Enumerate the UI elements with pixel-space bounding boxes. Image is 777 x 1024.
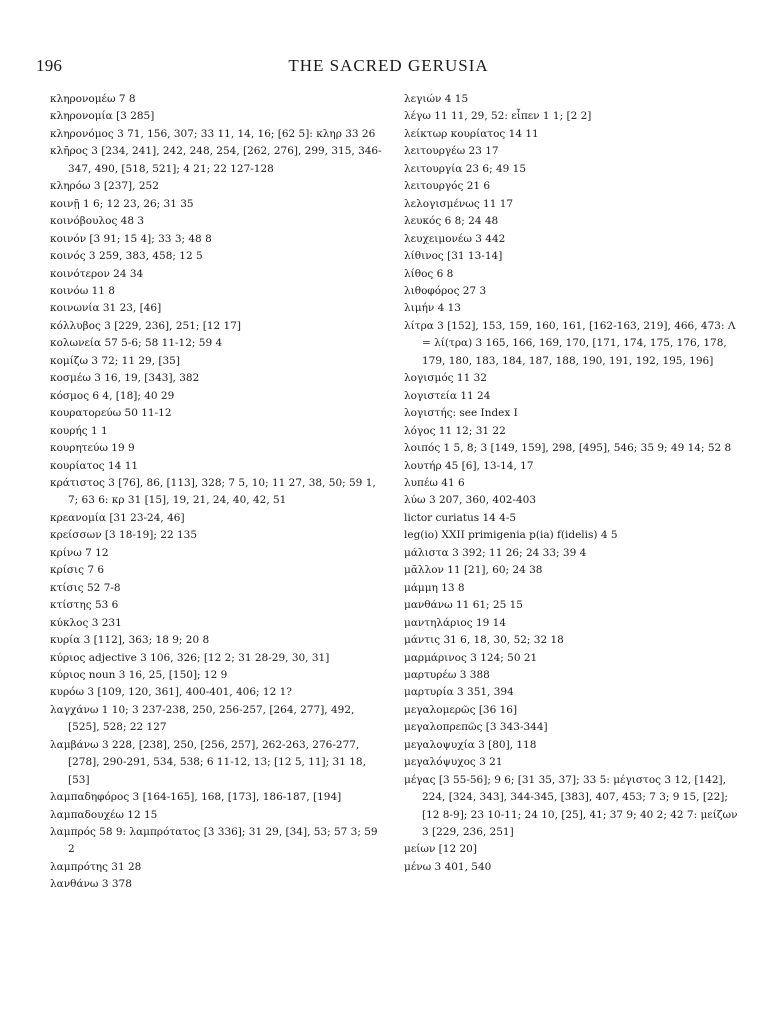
index-entry: κληρονόμος 3 71, 156, 307; 33 11, 14, 16; [62 5]: κληρ 33 26 — [50, 127, 376, 140]
index-entry: κυρία 3 [112], 363; 18 9; 20 8 — [50, 634, 210, 647]
page-number: 196 — [36, 56, 63, 75]
index-entry: μᾶλλον 11 [21], 60; 24 38 — [404, 564, 543, 577]
index-entry: λύω 3 207, 360, 402-403 — [404, 494, 537, 507]
index-entry: μαρτυρία 3 351, 394 — [404, 686, 514, 699]
index-entry: λίθος 6 8 — [404, 267, 454, 280]
index-entry: κύριος adjective 3 106, 326; [12 2; 31 28-29, 30, 31] — [50, 651, 330, 664]
index-entry: κρίσις 7 6 — [50, 564, 105, 577]
index-entry: λιθοφόρος 27 3 — [404, 284, 487, 297]
index-entry: κτίσις 52 7-8 — [50, 581, 121, 594]
index-entry: κληρόω 3 [237], 252 — [50, 180, 159, 193]
index-entry: κοσμέω 3 16, 19, [343], 382 — [50, 372, 200, 385]
index-entry: μεγαλοψυχία 3 [80], 118 — [404, 738, 537, 751]
index-entry: μεγαλομερῶς [36 16] — [404, 703, 518, 716]
index-entry: λειτουργός 21 6 — [404, 180, 491, 193]
index-entry: λειτουργέω 23 17 — [404, 145, 499, 158]
index-entry: lictor curiatus 14 4-5 — [404, 511, 517, 524]
index-entry: λαμπρός 58 9: λαμπρότατος [3 336]; 31 29, [34], 53; 57 3; 59 2 — [50, 826, 378, 856]
index-entry: λευκός 6 8; 24 48 — [404, 215, 499, 228]
index-entry: κράτιστος 3 [76], 86, [113], 328; 7 5, 10; 11 27, 38, 50; 59 1, 7; 63 6: κρ 31 [15], 19, 21, 24, 40, 42, 51 — [50, 476, 376, 507]
index-entry: κοινός 3 259, 383, 458; 12 5 — [50, 250, 203, 263]
index-entry: λαμπαδουχέω 12 15 — [50, 808, 158, 821]
index-entry: κρείσσων [3 18-19]; 22 135 — [50, 529, 198, 542]
running-title: THE SACRED GERUSIA — [288, 56, 489, 75]
index-entry: λείκτωρ κουρίατος 14 11 — [404, 127, 539, 140]
index-entry: λογιστεία 11 24 — [404, 389, 491, 402]
index-entry: κουρής 1 1 — [50, 424, 108, 437]
index-entry: λαμβάνω 3 228, [238], 250, [256, 257], 262-263, 276-277, [278], 290-291, 534, 538; 6 11-12, 13; [12 5, 11]; 31 18, [53] — [50, 738, 366, 786]
index-entry: κουρατορεύω 50 11-12 — [50, 407, 172, 420]
index-entry: κύριος noun 3 16, 25, [150]; 12 9 — [50, 668, 228, 681]
index-entry: κυρόω 3 [109, 120, 361], 400-401, 406; 12 1? — [50, 686, 292, 699]
index-entry: κουρίατος 14 11 — [50, 459, 139, 472]
index-entry: κύκλος 3 231 — [50, 616, 122, 629]
index-entry: μείων [12 20] — [404, 843, 477, 856]
index-entry: μεγαλόψυχος 3 21 — [404, 756, 503, 769]
index-entry: λαμπρότης 31 28 — [50, 860, 142, 873]
running-header — [0, 56, 777, 80]
index-entry: λέγω 11 11, 29, 52: εἶπεν 1 1; [2 2] — [404, 110, 592, 123]
index-entry: μάλιστα 3 392; 11 26; 24 33; 39 4 — [404, 546, 587, 559]
index-entry: λογιστής: see Index I — [404, 407, 518, 420]
index-entry: μανθάνω 11 61; 25 15 — [404, 599, 523, 612]
index-entry: κόσμος 6 4, [18]; 40 29 — [50, 389, 175, 402]
index-entry: leg(io) XXII primigenia p(ia) f(idelis) 4 5 — [404, 529, 618, 542]
index-entry: λευχειμονέω 3 442 — [404, 232, 506, 245]
index-entry: λεγιών 4 15 — [404, 93, 469, 105]
index-entry: κοινωνία 31 23, [46] — [50, 302, 162, 315]
index-entry: κόλλυβος 3 [229, 236], 251; [12 17] — [50, 319, 241, 332]
index-entry: μένω 3 401, 540 — [404, 860, 492, 873]
index-entry: λανθάνω 3 378 — [50, 878, 132, 891]
index-entry: μάντις 31 6, 18, 30, 52; 32 18 — [404, 634, 564, 647]
index-entry: κοινόβουλος 48 3 — [50, 215, 145, 228]
index-entry: λειτουργία 23 6; 49 15 — [404, 162, 527, 175]
index-entry: κρίνω 7 12 — [50, 546, 109, 559]
index-entry: λιμήν 4 13 — [404, 302, 461, 315]
index-entry: κοινότερον 24 34 — [50, 267, 144, 280]
index-entry: λαμπαδηφόρος 3 [164-165], 168, [173], 186-187, [194] — [50, 791, 342, 804]
index-entry: κληρονομία [3 285] — [50, 110, 155, 123]
index-entry: λουτήρ 45 [6], 13-14, 17 — [404, 459, 534, 472]
index-entry: κοινόω 11 8 — [50, 284, 115, 297]
index-entry: λίτρα 3 [152], 153, 159, 160, 161, [162-163, 219], 466, 473: Λ = λί(τρα) 3 165, 166, 169, 170, [171, 174, 175, 176, 178, 179, 180, 183, 184, 187, 188, 190, 191, 192, 195, 196] — [404, 319, 736, 367]
index-entry: λόγος 11 12; 31 22 — [404, 424, 506, 437]
index-entry: λίθινος [31 13-14] — [404, 250, 503, 263]
index-entry: κρεανομία [31 23-24, 46] — [50, 511, 185, 524]
index-entry: κουρητεύω 19 9 — [50, 442, 135, 455]
index-entry: μαντηλάριος 19 14 — [404, 616, 507, 629]
index-entry: μέγας [3 55-56]; 9 6; [31 35, 37]; 33 5: μέγιστος 3 12, [142], 224, [324, 343], 344-345, [383], 407, 453; 7 3; 9 15, [22]; [12 8-9]; 23 10-11; 24 10, [25], 41; 37 9; 40 2; 42 7: μείζων 3 [229, 236, 251] — [404, 773, 738, 839]
index-entry: λυπέω 41 6 — [404, 476, 465, 489]
index-entry: λοιπός 1 5, 8; 3 [149, 159], 298, [495], 546; 35 9; 49 14; 52 8 — [404, 442, 732, 455]
index-entry: μάμμη 13 8 — [404, 581, 465, 594]
index-entry: λογισμός 11 32 — [404, 372, 487, 385]
index-entry: μαρτυρέω 3 388 — [404, 668, 490, 681]
index-entry: κτίστης 53 6 — [50, 599, 119, 612]
index-column-right — [404, 91, 738, 876]
index-entry: κοινόν [3 91; 15 4]; 33 3; 48 8 — [50, 232, 212, 245]
index-entry: κληρονομέω 7 8 — [50, 93, 136, 105]
index-entry: μεγαλοπρεπῶς [3 343-344] — [404, 721, 548, 734]
index-entry: κολωνεία 57 5-6; 58 11-12; 59 4 — [50, 337, 223, 350]
index-entry: λελογισμένως 11 17 — [404, 197, 514, 210]
index-entry: λαγχάνω 1 10; 3 237-238, 250, 256-257, [264, 277], 492, [525], 528; 22 127 — [50, 703, 355, 734]
index-entry: κοινῇ 1 6; 12 23, 26; 31 35 — [50, 197, 194, 210]
index-entry: μαρμάρινος 3 124; 50 21 — [404, 651, 538, 664]
index-entry: κλῆρος 3 [234, 241], 242, 248, 254, [262, 276], 299, 315, 346-347, 490, [518, 521]; 4 21; 22 127-128 — [50, 145, 382, 175]
index-entry: κομίζω 3 72; 11 29, [35] — [50, 354, 180, 367]
index-column-left — [50, 91, 382, 894]
